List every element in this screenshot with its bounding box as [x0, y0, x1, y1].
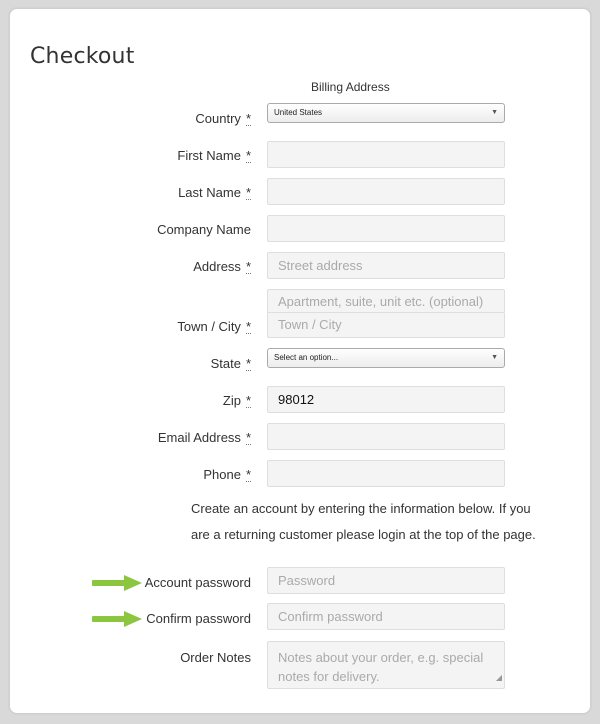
last-name-input[interactable]: [267, 178, 505, 205]
order-notes-label: Order Notes: [180, 650, 251, 665]
caret-down-icon: ▼: [491, 354, 498, 361]
phone-label: Phone *: [203, 467, 251, 482]
address-label: Address *: [193, 259, 251, 274]
zip-label: Zip *: [222, 393, 251, 408]
order-notes-placeholder-line1: Notes about your order, e.g. special: [278, 650, 484, 665]
apartment-input[interactable]: Apartment, suite, unit etc. (optional): [267, 289, 505, 313]
zip-input[interactable]: 98012: [267, 386, 505, 413]
first-name-label: First Name *: [177, 148, 251, 163]
required-marker: *: [245, 111, 251, 126]
required-marker: *: [245, 467, 251, 482]
phone-input[interactable]: [267, 460, 505, 487]
city-input[interactable]: Town / City: [267, 312, 505, 338]
country-select-value: United States: [274, 108, 323, 117]
required-marker: *: [245, 319, 251, 334]
required-marker: *: [245, 259, 251, 274]
arrow-right-icon: [92, 575, 142, 591]
state-label: State *: [210, 356, 251, 371]
create-account-info: [191, 496, 551, 548]
page-title: Checkout: [30, 44, 135, 69]
order-notes-placeholder-line2: notes for delivery.: [278, 669, 380, 684]
state-select-value: Select an option...: [274, 353, 339, 362]
company-name-input[interactable]: [267, 215, 505, 242]
email-input[interactable]: [267, 423, 505, 450]
required-marker: *: [245, 148, 251, 163]
order-notes-textarea[interactable]: [267, 641, 505, 689]
state-select[interactable]: [267, 348, 505, 368]
resize-grip-icon[interactable]: ◢: [495, 673, 502, 682]
confirm-password-label: Confirm password: [146, 611, 251, 626]
required-marker: *: [245, 393, 251, 408]
account-password-input[interactable]: Password: [267, 567, 505, 594]
email-label: Email Address *: [157, 430, 251, 445]
billing-address-heading: Billing Address: [311, 80, 390, 94]
required-marker: *: [245, 430, 251, 445]
confirm-password-input[interactable]: Confirm password: [267, 603, 505, 630]
last-name-label: Last Name *: [178, 185, 251, 200]
caret-down-icon: ▼: [491, 109, 498, 116]
country-label: Country *: [195, 111, 251, 126]
arrow-right-icon: [92, 611, 142, 627]
account-password-label: Account password: [144, 575, 251, 590]
country-select[interactable]: [267, 103, 505, 123]
create-account-info-line1: Create an account by entering the information below. If you: [191, 501, 531, 516]
city-label: Town / City *: [177, 319, 251, 334]
street-address-input[interactable]: Street address: [267, 252, 505, 279]
company-name-label: Company Name: [157, 222, 251, 237]
required-marker: *: [245, 185, 251, 200]
create-account-info-line2: are a returning customer please login at the top of the page.: [191, 527, 536, 542]
required-marker: *: [245, 356, 251, 371]
first-name-input[interactable]: [267, 141, 505, 168]
